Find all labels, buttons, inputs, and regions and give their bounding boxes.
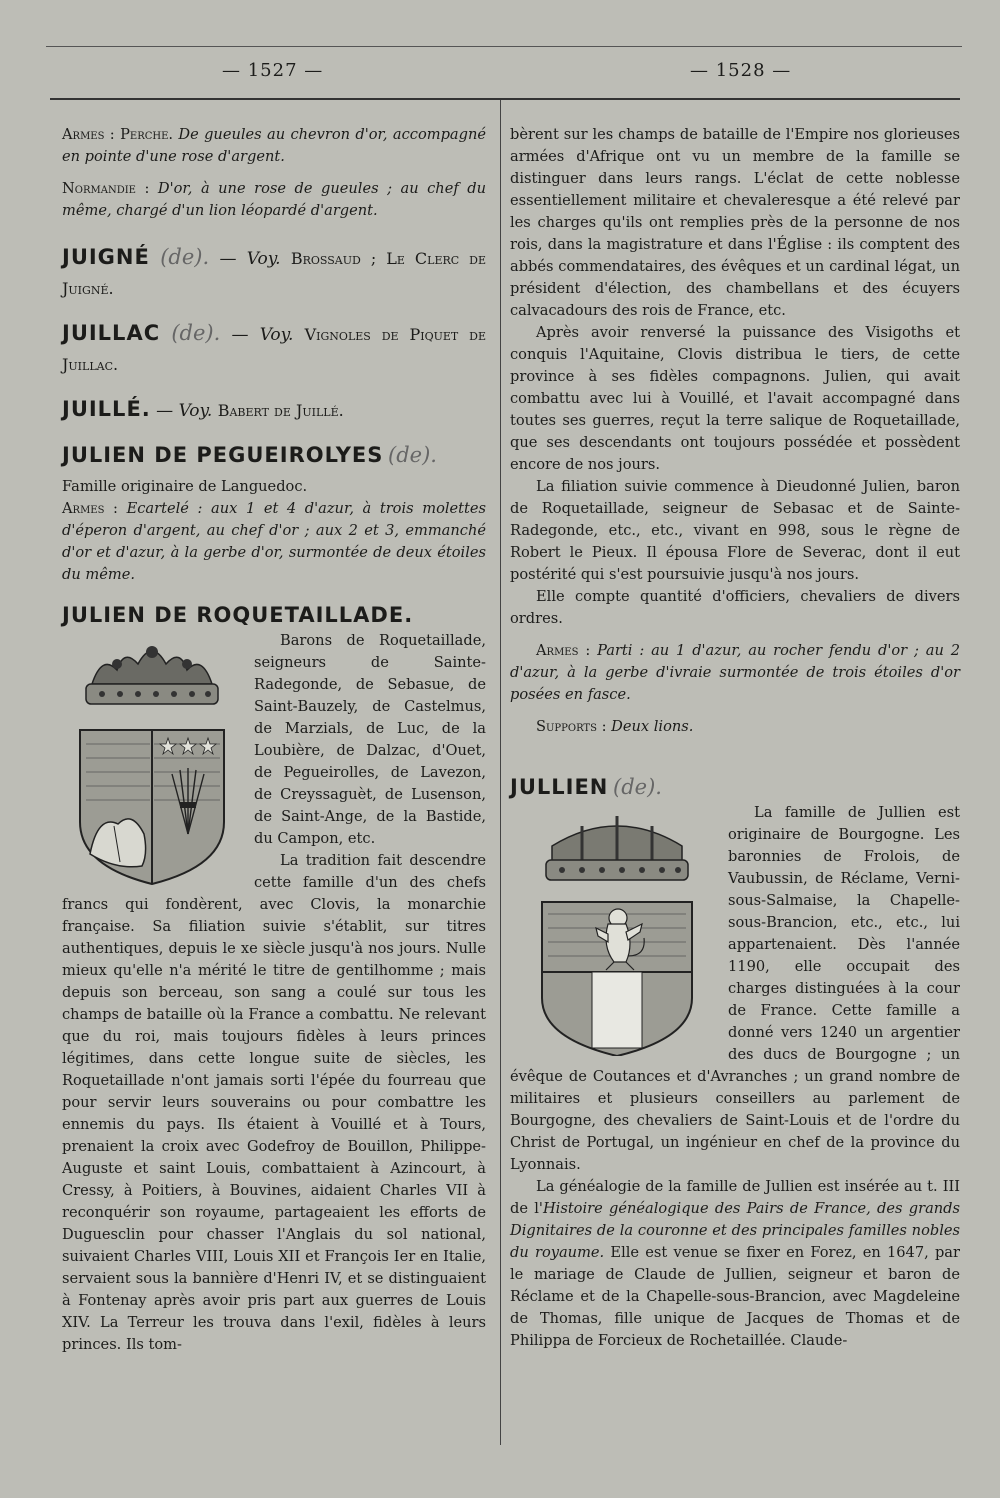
roquetaillade-supports: [510, 716, 960, 738]
jullien-title: JULLIEN: [510, 775, 609, 799]
jullien-de: (de).: [613, 775, 662, 799]
top-rule: [46, 46, 962, 47]
jullien-genealogy-end: Elle est venue se fixer en Forez, en 1647, par le mariage de Claude de Jullien, seigneur et baron de Réclame et de la Chapelle-sous-Brancion, avec Magdeleine de Thomas, fille unique de Jacques de Thomas et de Philippa de Forcieux de Rochetaillée. Claude-: [510, 1244, 960, 1349]
roquetaillade-clovis: Après avoir renversé la puissance des Visigoths et conquis l'Aquitaine, Clovis distribua le tiers, de cette province à ses fidèles compagnons. Julien, qui avait combattu avec lui à Vouillé, et l'avait accompagné dans toutes ses guerres, reçut la terre salique de Roquetaillade, que ses descendants ont toujours possédée et possèdent encore de nos jours.: [510, 324, 960, 473]
arms-normandie: [62, 178, 486, 222]
pegueirolyes-arms-label: Armes :: [62, 500, 118, 517]
roquetaillade-arms-label: Armes :: [536, 642, 591, 659]
juillac-ref: Vignoles de Piquet de Juillac.: [62, 325, 486, 374]
normandie-text: D'or, à une rose de gueules ; au chef du même, chargé d'un lion léopardé d'argent.: [62, 180, 486, 219]
juigne-de: (de).: [160, 245, 210, 269]
header-rule: [50, 98, 960, 100]
normandie-label: Normandie :: [62, 180, 150, 197]
pegueirolyes-de: (de).: [388, 443, 437, 467]
arms-perche-text: De gueules au chevron d'or, accompagné en pointe d'une rose d'argent.: [62, 126, 486, 165]
left-column: [62, 124, 486, 1356]
entry-jullien-heading: [510, 772, 960, 802]
roquetaillade-officers: Elle compte quantité d'officiers, chevaliers de divers ordres.: [510, 588, 960, 627]
juillac-voy: — Voy.: [231, 325, 294, 345]
juigne-ref: Brossaud ; Le Clerc de Juigné.: [62, 249, 487, 298]
juille-voy: — Voy.: [156, 401, 213, 421]
entry-pegueirolyes-heading: [62, 440, 486, 470]
coronet-shield-icon: [62, 634, 242, 886]
juillac-de: (de).: [171, 321, 221, 345]
pegueirolyes-arms: [62, 498, 486, 586]
roquetaillade-arms: [510, 640, 960, 706]
roquetaillade-history: La tradition fait descendre cette famille d'un des chefs francs qui fondèrent, avec Clovis, la monarchie française. Sa filiation suivie s'établit, sur titres authentiques, depuis le xe siècle jusqu'à nos jours. Nulle mieux qu'elle n'a mérité le titre de gentilhomme ; mais depuis son berceau, son sang a coulé sur tous les champs de bataille où la France a combattu. Ne relevant que du roi, mais toujours fidèles à leurs princes légitimes, dans cette longue suite de siècles, les Roquetaillade n'ont jamais sorti l'épée du fourreau que pour servir leurs souverains ou pour combattre les ennemis du pays. Ils étaient à Vouillé et à Tours, prenaient la croix avec Godefroy de Bouillon, Philippe-Auguste et saint Louis, combattaient à Azincourt, à Cressy, à Poitiers, à Bouvines, aidaient Charles VII à reconquérir son royaume, partageaient les efforts de Duguesclin pour chasser l'Anglais du sol national, suivaient Charles VIII, Louis XII et François Ier en Italie, servaient sous la bannière d'Henri IV, et se distinguaient à Fontenay après avoir pris part aux guerres de Louis XIV. La Terreur les trouva dans l'exil, fidèles à leurs princes. Ils tom-: [62, 852, 486, 1353]
arms-perche-label: Armes : Perche.: [62, 126, 174, 143]
entry-juillac: [62, 318, 486, 380]
page-number-left: — 1527 —: [222, 60, 324, 81]
pegueirolyes-title: JULIEN DE PEGUEIROLYES: [62, 443, 384, 467]
page-number-right: — 1528 —: [690, 60, 792, 81]
roquetaillade-title: JULIEN DE ROQUETAILLADE.: [62, 603, 414, 627]
roquetaillade-filiation: La filiation suivie commence à Dieudonné Julien, baron de Roquetaillade, seigneur de Sebasac et de Sainte-Radegonde, etc., etc., vivant en 998, sous le règne de Robert le Pieux. Il épousa Flore de Severac, dont il eut postérité qui s'est poursuivie jusqu'à nos jours.: [510, 478, 960, 583]
jullien-genealogy-book: Histoire généalogique des Pairs de France, des grands Dignitaires de la couronne et des principales familles nobles du royaume.: [510, 1200, 961, 1261]
roquetaillade-titles: Barons de Roquetaillade, seigneurs de Sainte-Radegonde, de Sebasue, de Saint-Bauzely, de Castelmus, de Marzials, de Luc, de la Loubière, de Dalzac, d'Ouet, de Pegueirolles, de Lavezon, de Creyssaguèt, de Lusenson, de Saint-Ange, de la Bastide, du Campon, etc.: [254, 632, 486, 847]
juigne-voy: — Voy.: [219, 249, 281, 269]
entry-juille: [62, 394, 486, 426]
roquetaillade-arms-text: Parti : au 1 d'azur, au rocher fendu d'or ; au 2 d'azur, à la gerbe d'ivraie surmontée de trois étoiles d'or posées en fasce.: [510, 642, 960, 703]
supports-label: Supports :: [536, 718, 607, 735]
column-divider: [500, 100, 501, 1445]
entry-roquetaillade-heading: [62, 600, 486, 630]
pegueirolyes-arms-text: Ecartelé : aux 1 et 4 d'azur, à trois molettes d'éperon d'argent, au chef d'or ; aux 2 et 3, emmanché d'or et d'azur, à la gerbe d'or, surmontée de deux étoiles du même.: [62, 500, 487, 583]
jullien-genealogy-start: La généalogie de la famille de Jullien est insérée au t. III de l': [510, 1178, 960, 1217]
pegueirolyes-origin: Famille originaire de Languedoc.: [62, 478, 308, 495]
juigne-title: JUIGNÉ: [62, 245, 150, 269]
coronet-lion-shield-icon: [522, 806, 712, 1056]
roquetaillade-continued: bèrent sur les champs de bataille de l'Empire nos glorieuses armées d'Afrique ont vu un membre de la famille se distinguer dans leurs rangs. L'éclat de cette noblesse essentiellement militaire et chevaleresque a été relevé par les charges qu'ils ont remplies près de la personne de nos rois, dans la magistrature et dans l'Église : ils comptent des abbés commendataires, des évêques et un cardinal légat, un président d'élection, des chambellans et des écuyers calvacadours des rois de France, etc.: [510, 126, 960, 319]
juille-ref: Babert de Juillé.: [217, 401, 344, 420]
supports-text: Deux lions.: [611, 718, 694, 735]
right-column: [510, 124, 960, 1352]
jullien-coat-of-arms: [522, 806, 712, 1056]
entry-juigne: [62, 242, 486, 304]
juille-title: JUILLÉ.: [62, 397, 151, 421]
jullien-genealogy: [510, 1176, 960, 1352]
jullien-origin: La famille de Jullien est originaire de Bourgogne. Les baronnies de Frolois, de Vaubussin, de Réclame, Verni-sous-Salmaise, la Chapelle-sous-Brancion, etc., etc., lui appartenaient. Dès l'année 1190, elle occupait des charges distinguées à la cour de France. Cette famille a donné vers 1240 un argentier des ducs de Bourgogne ; un évêque de Coutances et d'Avranches ; un grand nombre de militaires et plusieurs conseillers au parlement de Bourgogne, des chevaliers de Saint-Louis et de l'ordre du Christ de Portugal, un ingénieur en chef de la province du Lyonnais.: [510, 804, 960, 1173]
juillac-title: JUILLAC: [62, 321, 161, 345]
arms-perche: [62, 124, 486, 168]
roquetaillade-coat-of-arms: [62, 634, 242, 886]
